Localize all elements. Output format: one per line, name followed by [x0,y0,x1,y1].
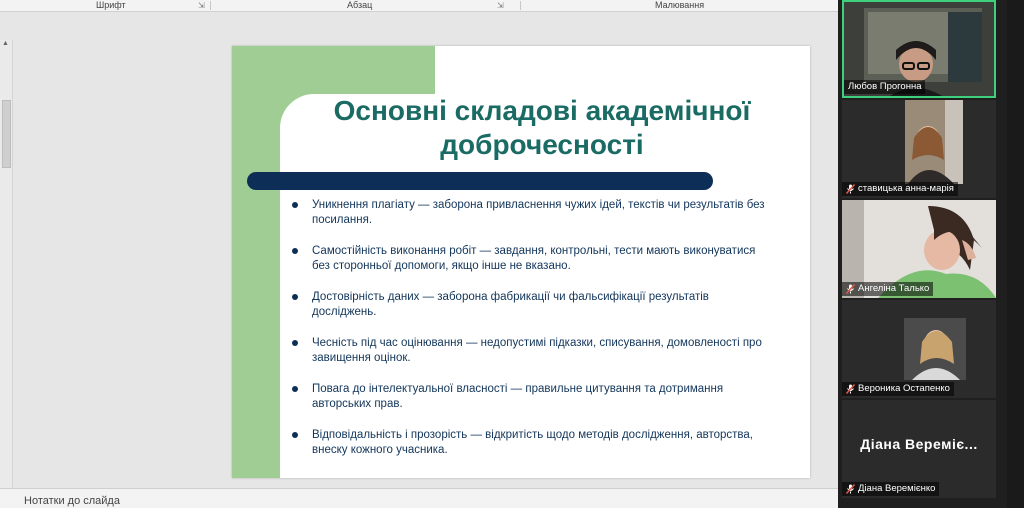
participant-name: Любов Прогонна [848,81,922,92]
ribbon-group-labels [0,0,838,12]
bullet-item [288,244,768,290]
bullet-text: Достовірність даних — заборона фабрикації чи фальсифікації результатів [312,291,709,303]
participant-name: Діана Веремієнко [858,483,936,494]
font-dialog-launcher-icon[interactable]: ⇲ [198,1,205,10]
participant-tile[interactable] [842,200,996,298]
bullet-text: Відповідальність і прозорість — відкритість щодо методів дослідження, авторства, [312,429,753,441]
scroll-up-arrow-icon[interactable]: ▲ [2,40,9,47]
participant-name: Ангеліна Талько [858,283,930,294]
notes-placeholder[interactable]: Нотатки до слайда [24,495,120,507]
bullet-text: внеску кожного учасника. [312,444,448,456]
vertical-scrollbar[interactable] [0,40,13,500]
scrollbar-thumb[interactable] [2,100,11,168]
panel-edge-strip [1007,0,1024,508]
bullet-text: авторських прав. [312,398,403,410]
bullet-item [288,382,768,428]
slide-title-line: Основні складові академічної [333,95,751,126]
participant-display-name: Діана Вереміє... [860,436,978,452]
participant-tile[interactable] [842,300,996,398]
bullet-text: досліджень. [312,306,377,318]
notes-pane-bar[interactable] [0,488,838,508]
bullet-text: Повага до інтелектуальної власності — правильне цитування та дотримання [312,383,724,395]
bullet-text: Чесність під час оцінювання — недопустимі підказки, списування, домовленості про [312,337,762,349]
ribbon-group-font-label: Шрифт [96,0,126,10]
mic-muted-icon [846,384,855,394]
ribbon-group-paragraph-label: Абзац [347,0,373,10]
paragraph-dialog-launcher-icon[interactable]: ⇲ [497,1,504,10]
bullet-item [288,198,768,244]
bullet-dot-icon [292,432,298,438]
bullet-text: Уникнення плагіату — заборона привласнення чужих ідей, текстів чи результатів без [312,199,765,211]
ribbon-group-paragraph [211,0,520,11]
bullet-item [288,336,768,382]
participant-name-caption [842,282,933,296]
bullet-dot-icon [292,294,298,300]
bullet-text: завищення оцінок. [312,352,411,364]
ribbon-group-font [0,0,210,11]
video-participants-panel [838,0,1024,508]
participant-tile[interactable] [842,100,996,198]
bullet-text: посилання. [312,214,373,226]
bullet-text: без сторонньої допомоги, якщо інше не вказано. [312,260,571,272]
slide-title-underline-bar [247,172,713,190]
participant-name: ставицька анна-марія [858,183,954,194]
slide-title-line: доброчесності [440,129,644,160]
bullet-dot-icon [292,202,298,208]
slide-canvas[interactable] [232,46,810,478]
participant-tile[interactable] [842,0,996,98]
bullet-item [288,290,768,336]
mic-muted-icon [846,484,855,494]
participant-name: Вероника Остапенко [858,383,950,394]
mic-muted-icon [846,184,855,194]
mic-muted-icon [846,284,855,294]
participant-name-caption [842,182,958,196]
slide-title[interactable] [282,94,802,162]
ribbon-group-drawing-label: Малювання [655,0,705,10]
participant-name-caption [844,80,925,94]
slide-bullet-list[interactable] [288,198,768,474]
participant-name-caption [842,382,954,396]
bullet-dot-icon [292,386,298,392]
bullet-dot-icon [292,248,298,254]
bullet-dot-icon [292,340,298,346]
bullet-text: Самостійність виконання робіт — завдання, контрольні, тести мають виконуватися [312,245,756,257]
bullet-item [288,428,768,474]
ribbon-group-drawing [521,0,838,11]
participant-tile[interactable] [842,400,996,498]
participant-name-caption [842,482,939,496]
